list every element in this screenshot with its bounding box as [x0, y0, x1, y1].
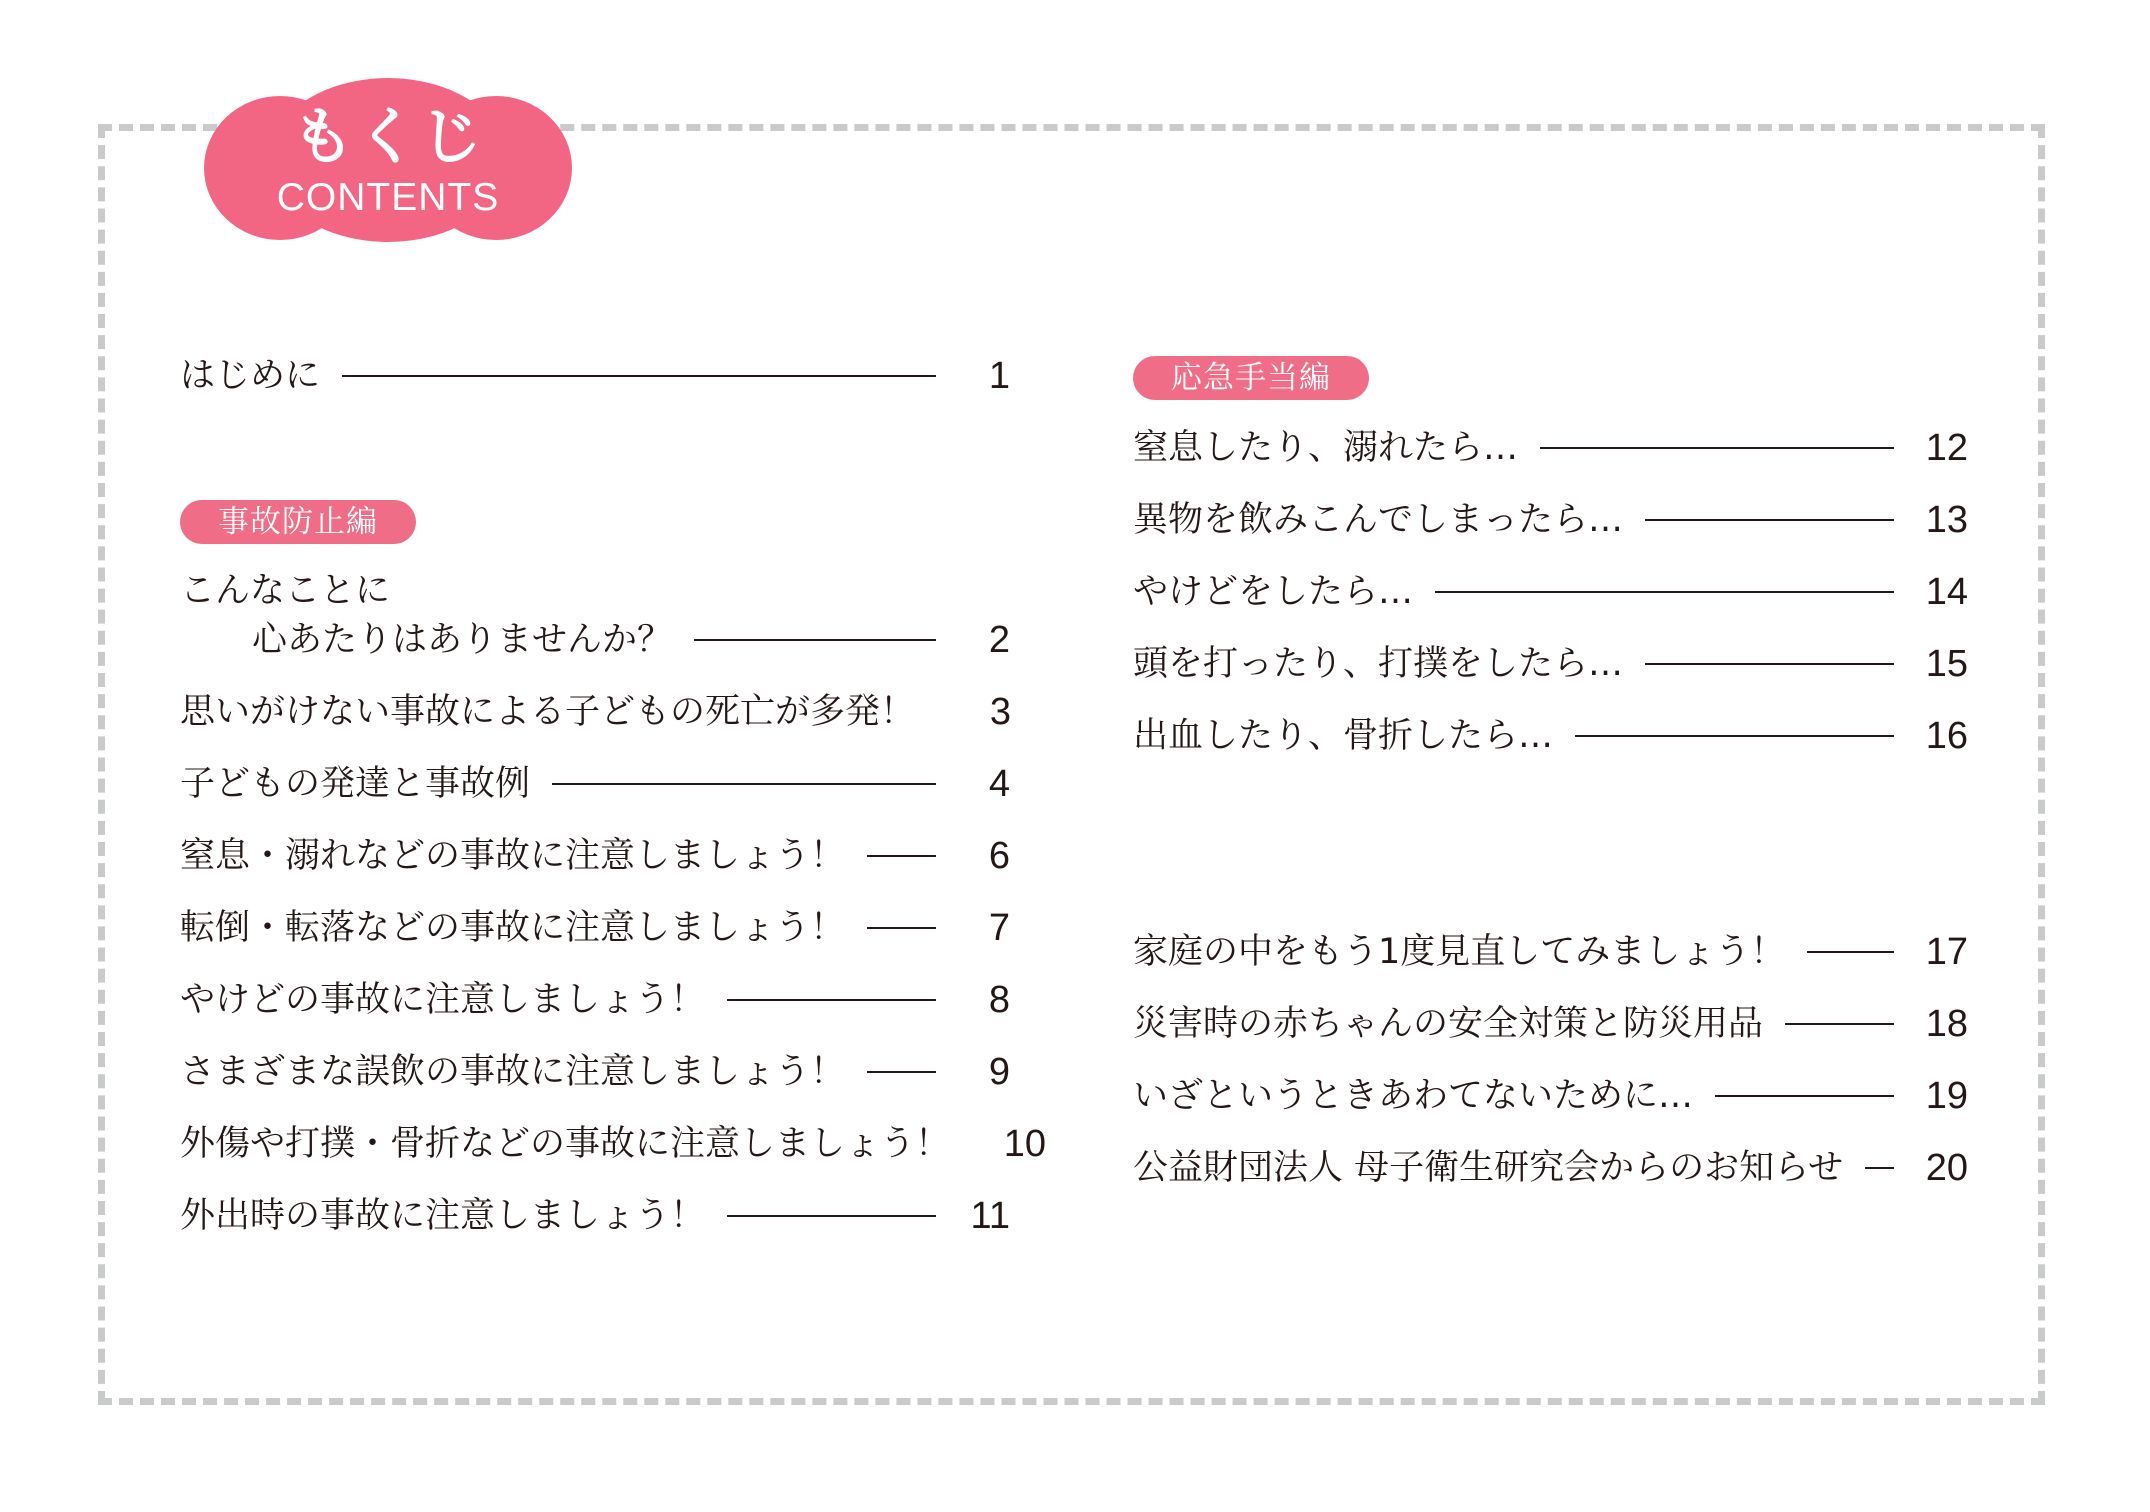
toc-entry-label: 子どもの発達と事故例 [180, 763, 531, 804]
toc-entry-page: 4 [988, 763, 1010, 805]
leader-line [727, 1215, 936, 1217]
toc-entry-page: 11 [970, 1195, 1010, 1237]
toc-entry-page: 17 [1925, 931, 1968, 973]
toc-entry-label: 外出時の事故に注意しましょう！ [180, 1195, 706, 1236]
toc-entry-other-2[interactable] [1133, 998, 1968, 1050]
leader-line [867, 855, 936, 857]
toc-entry-prevention-1[interactable] [180, 614, 1010, 666]
toc-entry-label: 思いがけない事故による子どもの死亡が多発！ [180, 691, 916, 732]
leader-line [1435, 591, 1894, 593]
toc-entry-label: 出血したり、骨折したら… [1133, 715, 1554, 756]
leader-line [1575, 735, 1894, 737]
leader-line [694, 639, 936, 641]
leader-line [1645, 519, 1894, 521]
toc-entry-label: いざというときあわてないために… [1133, 1075, 1694, 1116]
toc-entry-page: 18 [1925, 1003, 1968, 1045]
toc-entry-label: やけどをしたら… [1133, 571, 1414, 612]
toc-entry-first-aid-4[interactable] [1133, 638, 1968, 690]
toc-entry-page: 6 [988, 835, 1010, 877]
toc-entry-page: 20 [1925, 1147, 1968, 1189]
leader-line [1807, 951, 1894, 953]
toc-entry-label: さまざまな誤飲の事故に注意しましょう！ [180, 1051, 846, 1092]
toc-entry-prevention-5[interactable] [180, 902, 1010, 954]
toc-entry-label: 心あたりはありませんか？ [252, 619, 673, 660]
toc-entry-label: 異物を飲みこんでしまったら… [1133, 499, 1624, 540]
toc-entry-page: 2 [988, 619, 1010, 661]
toc-entry-page: 10 [1003, 1123, 1047, 1165]
page-subtitle: CONTENTS [276, 176, 500, 219]
toc-entry-other-1[interactable] [1133, 926, 1968, 978]
toc-entry-label: 転倒・転落などの事故に注意しましょう！ [180, 907, 846, 948]
toc-entry-prevention-9[interactable] [180, 1190, 1010, 1242]
toc-entry-prevention-2[interactable] [180, 686, 1010, 738]
section-heading-first-aid: 応急手当編 [1133, 356, 1369, 400]
leader-line [727, 999, 936, 1001]
leader-line [1715, 1095, 1894, 1097]
toc-entry-first-aid-3[interactable] [1133, 566, 1968, 618]
toc-entry-page: 3 [989, 691, 1012, 733]
toc-entry-prevention-6[interactable] [180, 974, 1010, 1026]
toc-entry-page: 9 [988, 1051, 1010, 1093]
toc-entry-label: はじめに [180, 355, 321, 396]
leader-line [552, 783, 936, 785]
toc-entry-first-aid-2[interactable] [1133, 494, 1968, 546]
toc-entry-label: 窒息・溺れなどの事故に注意しましょう！ [180, 835, 846, 876]
toc-entry-prevention-7[interactable] [180, 1046, 1010, 1098]
toc-entry-page: 8 [988, 979, 1010, 1021]
toc-entry-intro[interactable] [180, 350, 1010, 402]
leader-line [1785, 1023, 1894, 1025]
toc-entry-label: 公益財団法人 母子衛生研究会からのお知らせ [1133, 1147, 1844, 1188]
toc-entry-other-4[interactable] [1133, 1142, 1968, 1194]
toc-entry-label: 災害時の赤ちゃんの安全対策と防災用品 [1133, 1003, 1764, 1044]
leader-line [1865, 1167, 1894, 1169]
toc-entry-page: 19 [1925, 1075, 1968, 1117]
toc-entry-page: 15 [1925, 643, 1968, 685]
leader-line [1645, 663, 1894, 665]
contents-title-badge [202, 78, 574, 248]
toc-entry-other-3[interactable] [1133, 1070, 1968, 1122]
toc-entry-page: 12 [1925, 427, 1968, 469]
toc-entry-label: 窒息したり、溺れたら… [1133, 427, 1519, 468]
toc-entry-page: 13 [1925, 499, 1968, 541]
leader-line [1540, 447, 1894, 449]
leader-line [867, 927, 936, 929]
toc-entry-page: 7 [988, 907, 1010, 949]
toc-entry-page: 16 [1925, 715, 1968, 757]
toc-entry-first-aid-5[interactable] [1133, 710, 1968, 762]
toc-entry-label-line1: こんなことに [180, 571, 391, 611]
page-title: もくじ [291, 100, 484, 173]
toc-entry-prevention-4[interactable] [180, 830, 1010, 882]
leader-line [867, 1071, 936, 1073]
toc-entry-label: やけどの事故に注意しましょう！ [180, 979, 706, 1020]
toc-entry-label: 外傷や打撲・骨折などの事故に注意しましょう！ [180, 1123, 951, 1164]
leader-line [342, 375, 936, 377]
toc-entry-label: 頭を打ったり、打撲をしたら… [1133, 643, 1624, 684]
section-heading-prevention: 事故防止編 [180, 500, 416, 544]
toc-entry-first-aid-1[interactable] [1133, 422, 1968, 474]
toc-entry-prevention-3[interactable] [180, 758, 1010, 810]
toc-entry-label: 家庭の中をもう1度見直してみましょう！ [1133, 931, 1786, 972]
toc-entry-page: 14 [1925, 571, 1968, 613]
toc-entry-prevention-8[interactable] [180, 1118, 1047, 1170]
toc-entry-page: 1 [988, 355, 1010, 397]
